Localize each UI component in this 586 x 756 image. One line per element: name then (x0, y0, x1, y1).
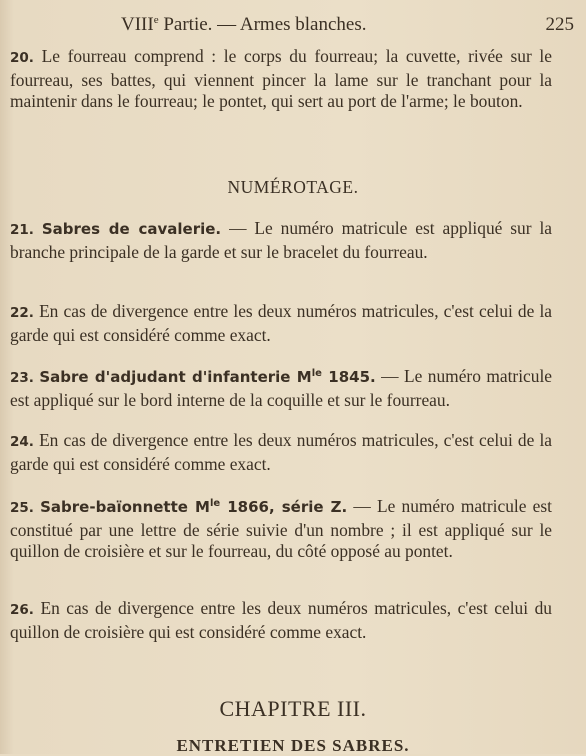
chapter-heading: CHAPITRE III. (219, 696, 367, 721)
paragraph-24 (10, 430, 552, 475)
paragraph-text: En cas de divergence entre les deux numéros matricules, c'est celui de la garde qui est considéré comme exact. (10, 301, 552, 345)
paragraph-text: — Le numéro matricule est appliqué sur le bord interne de la coquille et sur le fourreau. (10, 366, 553, 410)
paragraph-text: En cas de divergence entre les deux numéros matricules, c'est celui de la garde qui est considéré comme exact. (10, 430, 552, 474)
paragraph-text: Le fourreau comprend : le corps du fourreau; la cuvette, rivée sur le fourreau, ses battes, qui viennent pincer la lame sur le tranchant pour la maintenir dans le fourreau; le pontet, qui sert au port de l'arme; le bouton. (10, 46, 552, 112)
paragraph-21 (10, 218, 552, 263)
running-head (0, 14, 586, 40)
paragraph-23 (10, 363, 552, 411)
paragraph-lead: Sabres de cavalerie. (41, 220, 222, 238)
section-heading-numerotage: NUMÉROTAGE. (227, 177, 359, 197)
page-number: 225 (545, 14, 574, 35)
paragraph-lead: Sabre d'adjudant d'infanterie $M^{le}$ 1845. (39, 368, 376, 386)
running-head-title: VIIIe Partie. — Armes blanches. (121, 14, 367, 35)
paragraph-number: 26. (10, 602, 34, 618)
paragraph-number: 20. (10, 50, 34, 66)
paragraph-number: 23. (10, 370, 34, 386)
chapter-subtitle: ENTRETIEN DES SABRES. (176, 736, 410, 755)
paragraph-text: En cas de divergence entre les deux numéros matricules, c'est celui du quillon de croisière qui est considéré comme exact. (10, 598, 552, 642)
paragraph-20 (10, 46, 552, 113)
paragraph-number: 25. (10, 500, 34, 516)
paragraph-number: 21. (10, 222, 34, 238)
paragraph-text: — Le numéro matricule est constitué par une lettre de série suivie d'un nombre ; il est appliqué sur le quillon de croisière et sur le fourreau, du côté opposé au pontet. (10, 496, 552, 562)
paragraph-number: 24. (10, 434, 34, 450)
paragraph-26 (10, 598, 552, 643)
paragraph-number: 22. (10, 305, 34, 321)
paragraph-22 (10, 301, 552, 346)
paragraph-25 (10, 493, 552, 563)
paragraph-lead: Sabre-baïonnette $M^{le}$ 1866, série Z. (40, 498, 348, 516)
paragraph-text: — Le numéro matricule est appliqué sur la branche principale de la garde et sur le bracelet du fourreau. (10, 218, 552, 262)
